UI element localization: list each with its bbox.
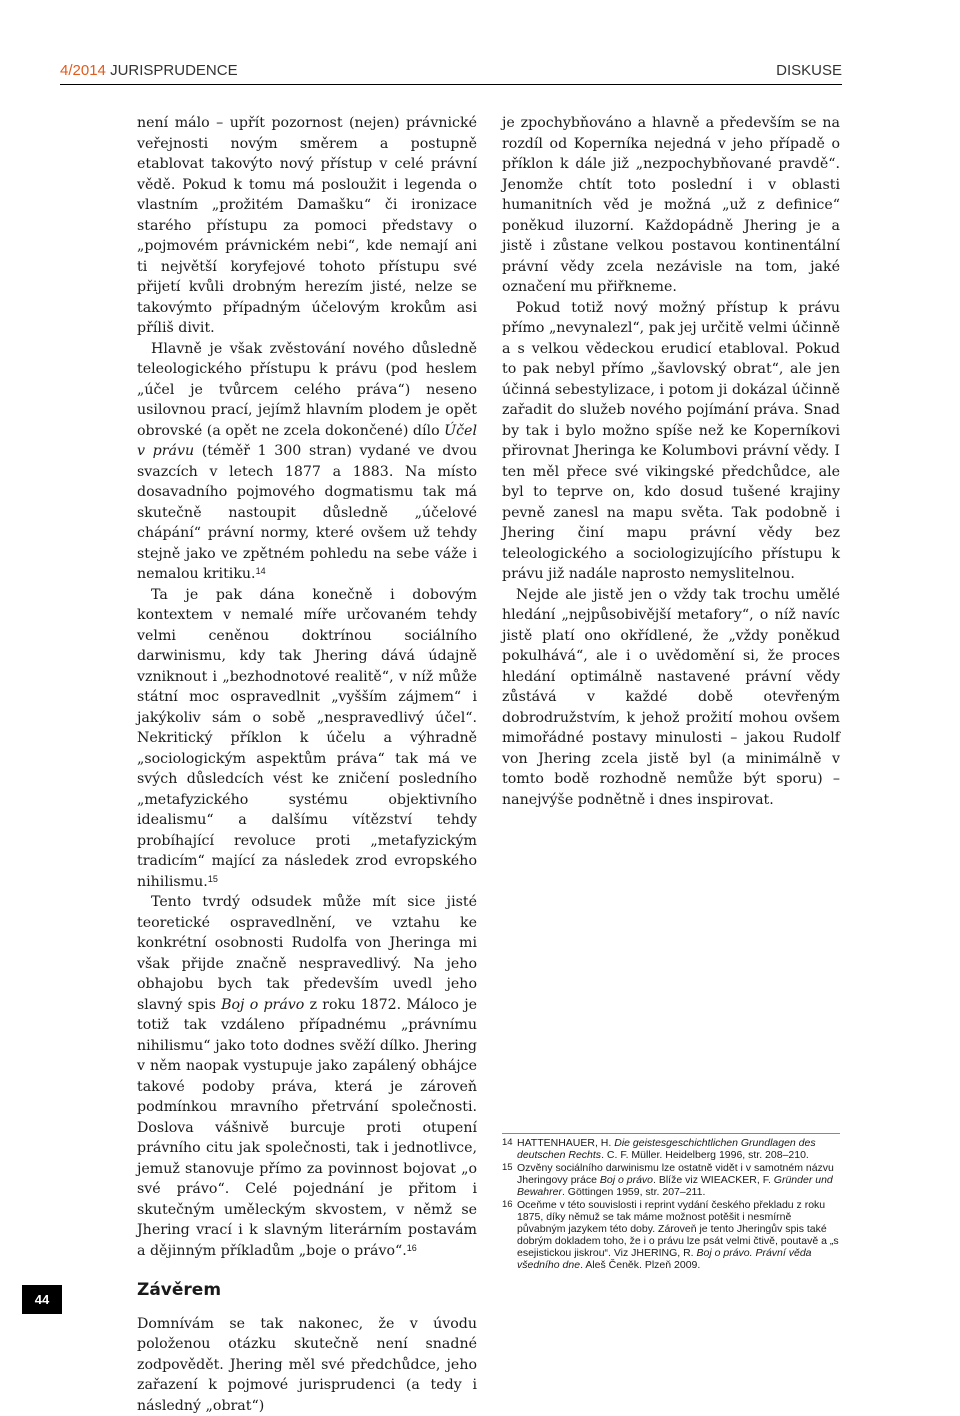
right-column bbox=[502, 113, 840, 810]
left-column bbox=[137, 113, 477, 1416]
footnote-ref[interactable]: 14 bbox=[256, 566, 266, 576]
footnote-number: 16 bbox=[502, 1199, 513, 1211]
book-title: Boj o právo bbox=[221, 997, 304, 1013]
journal-name: JURISPRUDENCE bbox=[110, 62, 238, 79]
book-title: Účel v právu bbox=[137, 423, 477, 460]
journal-title bbox=[60, 62, 238, 79]
footnote-ref[interactable]: 16 bbox=[407, 1243, 417, 1253]
paragraph: není málo – upřít pozornost (nejen) právnické veřejnosti novým směrem a postupně etablovat takovýto nový přístup v celé právní vědě. Pokud k tomu má posloužit i legenda o vlastním „prožitém Damašku“ či ironizace starého přístupu za pomoci představy o „pojmovém právnickém nebi“, kde nemají ani ti největší koryfejové tohoto přístupu své přijetí kvůli drobným herezím jisté, nelze se takovýmto případným účelovým krokům asi příliš divit. bbox=[137, 113, 477, 339]
paragraph: je zpochybňováno a hlavně a především se na rozdíl od Koperníka nejedná v jeho případě o příklon k dále již „nezpochybňované pravdě“. Jenomže chtít toto poslední i v oblasti humanitních věd je možná „už z definice“ poněkud iluzorní. Každopádně Jhering je a jistě i zůstane velkou postavou kontinentální právní vědy zcela nezávisle na tom, jaké označení mu přiřkneme. bbox=[502, 113, 840, 298]
footnote: 16 Oceňme v této souvislosti i reprint vydání českého překladu z roku 1875, díky němuž se tak máme možnost potěšit i nesmírně půvabným jazykem této doby. Zároveň je tento Jheringův spis také dobrým dokladem toho, že i o právu lze psát velmi čtivě, poutavě a „s esejistickou jiskrou“. Viz JHERING, R. Boj o právo. Právní věda všedního dne. Aleš Čeněk. Plzeň 2009. bbox=[502, 1199, 840, 1271]
issue-number: 4/2014 bbox=[60, 62, 106, 79]
paragraph: Domnívám se tak nakonec, že v úvodu položenou otázku skutečně není snadné zodpovědět. Jhering měl své předchůdce, jeho zařazení k pojmové jurisprudenci (a tedy i následný „obrat“) bbox=[137, 1314, 477, 1416]
section-label: DISKUSE bbox=[776, 62, 842, 79]
paragraph: Ta je pak dána konečně i dobovým kontextem v nemalé míře určovaném tehdy velmi ceněnou doktrínou sociálního darwinismu, kdy tak Jhering dává údajně vzniknout i „bezhodnotové realitě“, v níž může státní moc ospravedlnit „vyšším zájmem“ i jakýkoliv sám o sobě „nespravedlivý účel“. Nekritický příklon k účelu a výhradně „sociologickým aspektům práva“ tak má ve svých důsledcích vést ke zničení posledního „metafyzického systému objektivního idealismu“ a dalšímu vítězství tehdy probíhající revoluce proti „metafyzickým tradicím“ mající za následek zrod evropského nihilismu.$^{15}$ bbox=[137, 585, 477, 893]
section-heading: Závěrem bbox=[137, 1280, 477, 1301]
paragraph: Pokud totiž nový možný přístup k právu přímo „nevynalezl“, pak jej určitě velmi účinně a s velkou vědeckou erudicí etabloval. Pokud to pak nebyl přímo „šavlovský obrat“, ale jen účinná sebestylizace, i potom ji dokázal účinně zařadit do služeb nového pojímání práva. Snad by tak i bylo možno spíše než ke Koperníkovi přirovnat Jheringa ke Kolumbovi právní vědy. I ten měl přece své vikingské předchůdce, ale byl to teprve on, kdo dosud tušené krajiny pevně zanesl na mapu světa. Tak podobně i Jhering činí mapu právní vědy bez teleologického a sociologizujícího přístupu k právu již nadále naprosto nemyslitelnou. bbox=[502, 298, 840, 585]
footnotes bbox=[502, 1133, 840, 1272]
paragraph: Tento tvrdý odsudek může mít sice jisté teoretické ospravedlnění, ve vztahu ke konkrétní osobnosti Rudolfa von Jheringa mi však přijde značně nespravedlivý. Na jeho obhajobu bych tak především uvedl jeho slavný spis Boj o právo z roku 1872. Máloco je totiž tak vzdáleno případnému „právnímu nihilismu“ jako toto dodnes svěží dílko. Jhering v něm naopak vystupuje jako zapálený obhájce takové podoby práva, která je zároveň podmínkou mravního přetrvání společnosti. Doslova vášnivě burcuje proti otupení právního citu jak společnosti, tak i jednotlivce, jemuž stanovuje přímo za povinnost bojovat „o své právo“. Celé pojednání je přitom i skutečným uměleckým skvostem, v němž se Jhering vrací i k slavným literárním postavám a dějinným příkladům „boje o právo“.$^{16}$ bbox=[137, 892, 477, 1261]
footnote: 15 Ozvěny sociálního darwinismu lze ostatně vidět i v samotném názvu Jheringovy práce Boj o právo. Blíže viz WIEACKER, F. Gründer und Bewahrer. Göttingen 1959, str. 207–211. bbox=[502, 1162, 840, 1198]
paragraph: Nejde ale jistě jen o vždy tak trochu umělé hledání „nejpůsobivější metafory“, o níž navíc jistě platí ono okřídlené, že „vždy poněkud pokulhává“, ale i o uvědomění si, že proces hledání optimálně nastavené právní vědy zůstává v každé době otevřeným dobrodružstvím, k jehož prožití mohou ovšem mimořádné postavy minulosti – jakou Rudolf von Jhering zcela jistě byl (a minimálně v tomto bodě rozhodně nemůže být sporu) –nanejvýše podnětně i dnes inspirovat. bbox=[502, 585, 840, 811]
footnote: 14 HATTENHAUER, H. Die geistesgeschichtlichen Grundlagen des deutschen Rechts. C. F. Müller. Heidelberg 1996, str. 208–210. bbox=[502, 1137, 840, 1161]
footnote-number: 15 bbox=[502, 1162, 513, 1174]
page-number: 44 bbox=[22, 1285, 62, 1314]
footnote-number: 14 bbox=[502, 1137, 513, 1149]
footnote-ref[interactable]: 15 bbox=[208, 874, 218, 884]
running-header bbox=[60, 60, 842, 85]
paragraph: Hlavně je však zvěstování nového důsledně teleologického přístupu k právu (pod heslem „účel je tvůrcem celého práva“) neseno usilovnou prací, jejímž hlavním plodem je opět obrovské (a opět ne zcela dokončené) dílo Účel v právu (téměř 1 300 stran) vydané ve dvou svazcích v letech 1877 a 1883. Na místo dosavadního pojmového dogmatismu tak má skutečně nastoupit důsledně „účelové chápání“ právní normy, které ovšem už tehdy stejně jako ve zpětném pohledu na sebe váže i nemalou kritiku.$^{14}$ bbox=[137, 339, 477, 585]
